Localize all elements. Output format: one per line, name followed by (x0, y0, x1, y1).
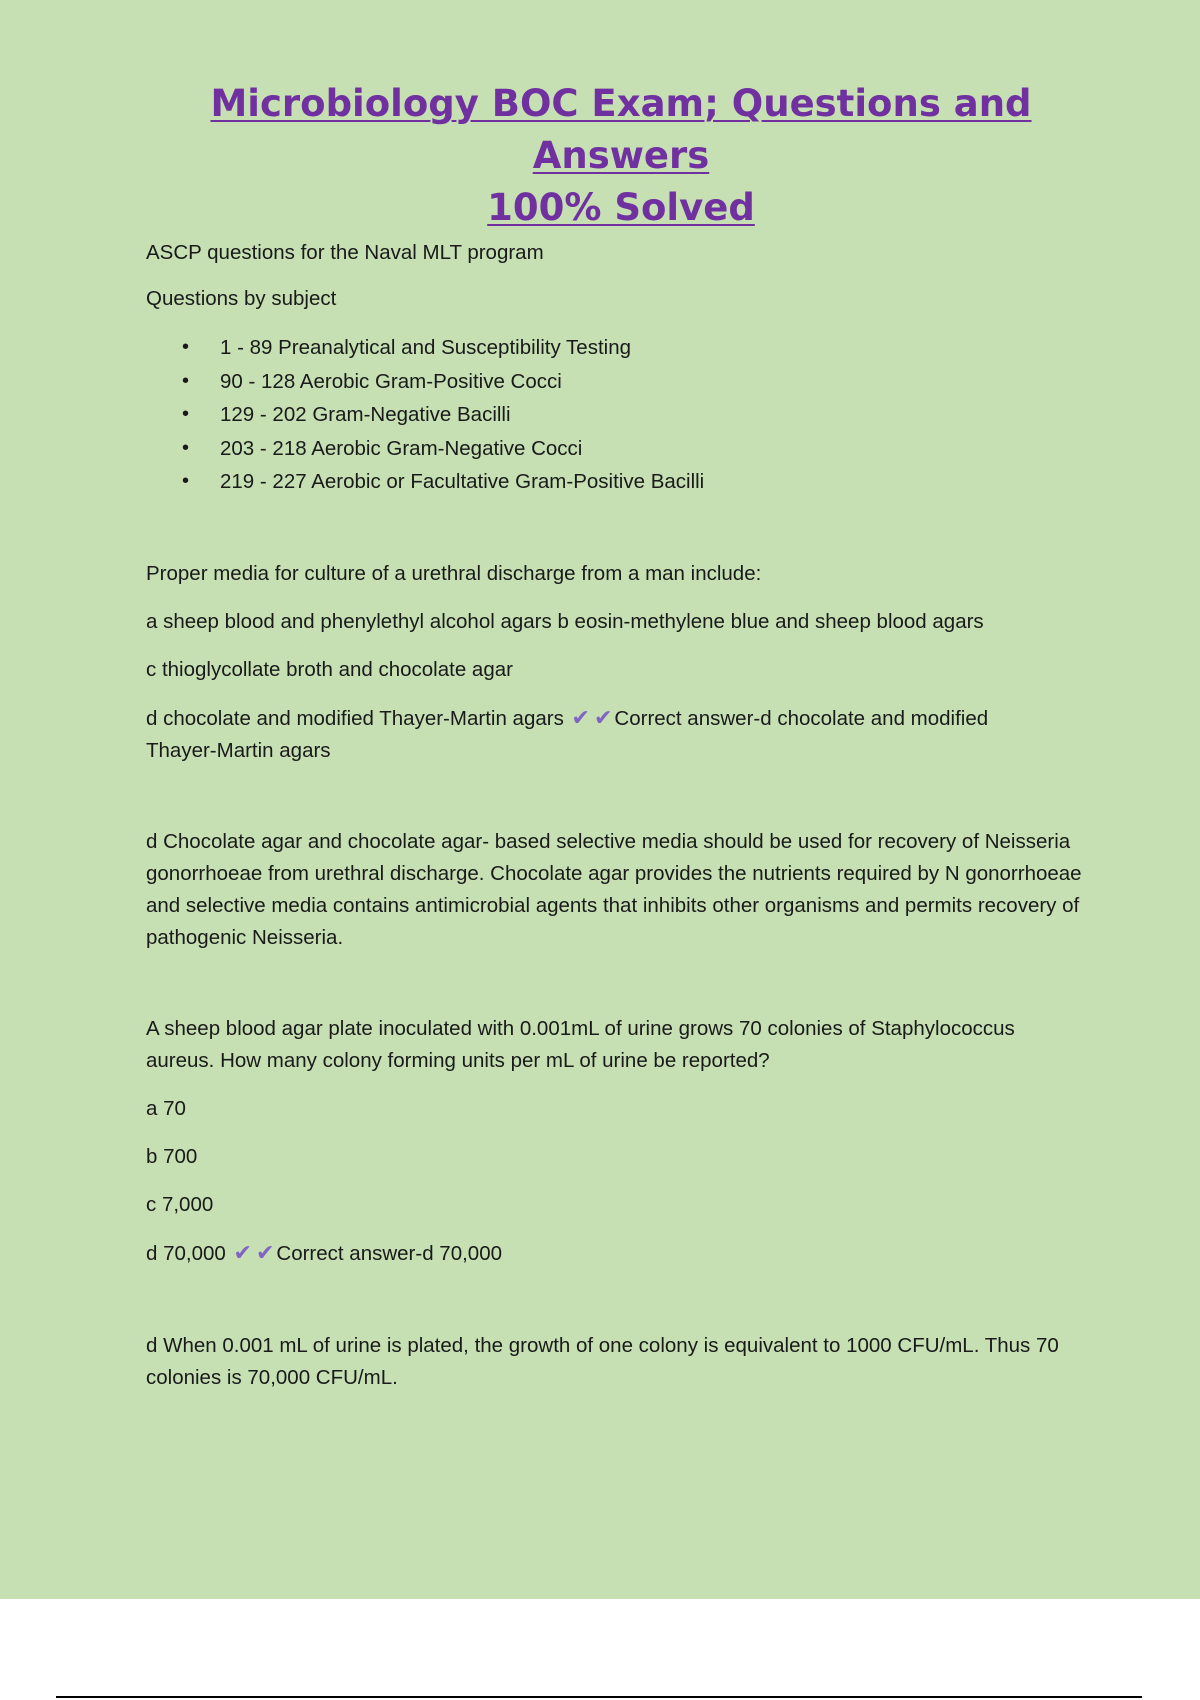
question-2-option-b: b 700 (146, 1144, 198, 1168)
question-1-prompt: Proper media for culture of a urethral discharge from a man include: (146, 561, 762, 585)
checkmark-icon: ✔ (255, 1239, 275, 1265)
question-2-option-c: c 7,000 (146, 1192, 214, 1216)
question-2-explanation: d When 0.001 mL of urine is plated, the growth of one colony is equivalent to 1000 CFU/mL. Thus 70 colonies is 70,000 CFU/mL. (146, 1333, 1059, 1389)
question-1-option-d: d chocolate and modified Thayer-Martin agars (146, 706, 564, 730)
question-2-option-d-answer (146, 1237, 1086, 1270)
list-item: • 219 - 227 Aerobic or Facultative Gram-Positive Bacilli (182, 465, 1086, 499)
bullet-icon: • (182, 403, 190, 425)
question-2-answer: Correct answer-d 70,000 (276, 1241, 503, 1265)
question-1-answer-cont: Thayer-Martin agars (146, 738, 331, 762)
document-title (116, 78, 1126, 234)
list-item: • 90 - 128 Aerobic Gram-Positive Cocci (182, 365, 1086, 399)
checkmark-icon: ✔ (233, 1239, 252, 1265)
question-2-option-a: a 70 (146, 1096, 186, 1120)
bullet-icon: • (182, 369, 190, 392)
checkmark-icon: ✔ (593, 704, 613, 730)
document-content (146, 78, 1086, 1394)
subtitle: ASCP questions for the Naval MLT program (146, 241, 544, 264)
title-line-1: Microbiology BOC Exam; Questions and Answers (210, 82, 1032, 177)
list-item: • 129 - 202 Gram-Negative Bacilli (182, 398, 1086, 432)
title-line-2: 100% Solved (487, 186, 755, 229)
question-1-option-c: c thioglycollate broth and chocolate agar (146, 657, 513, 681)
bullet-icon: • (182, 470, 190, 492)
checkmark-icon: ✔ (571, 704, 590, 730)
question-1-option-d-answer (146, 702, 1086, 767)
list-item: • 1 - 89 Preanalytical and Susceptibility Testing (182, 331, 1086, 365)
question-1-option-ab: a sheep blood and phenylethyl alcohol agars b eosin-methylene blue and sheep blood agars (146, 609, 984, 633)
bullet-icon: • (182, 336, 190, 358)
question-1-explanation: d Chocolate agar and chocolate agar- based selective media should be used for recovery of Neisseria gonorrhoeae from urethral discharge. Chocolate agar provides the nutrients required by N gonorrhoeae and selective media contains antimicrobial agents that inhibits other organisms and permits recovery of pathogenic Neisseria. (146, 829, 1082, 949)
subjects-list (146, 331, 1086, 499)
question-2-option-d: d 70,000 (146, 1241, 226, 1265)
list-item: • 203 - 218 Aerobic Gram-Negative Cocci (182, 432, 1086, 466)
question-2-prompt: A sheep blood agar plate inoculated with 0.001mL of urine grows 70 colonies of Staphylococcus aureus. How many colony forming units per mL of urine be reported? (146, 1016, 1015, 1072)
subjects-heading: Questions by subject (146, 287, 337, 310)
bullet-icon: • (182, 436, 190, 459)
question-1-answer: Correct answer-d chocolate and modified (614, 706, 989, 730)
footer-divider (56, 1696, 1142, 1698)
